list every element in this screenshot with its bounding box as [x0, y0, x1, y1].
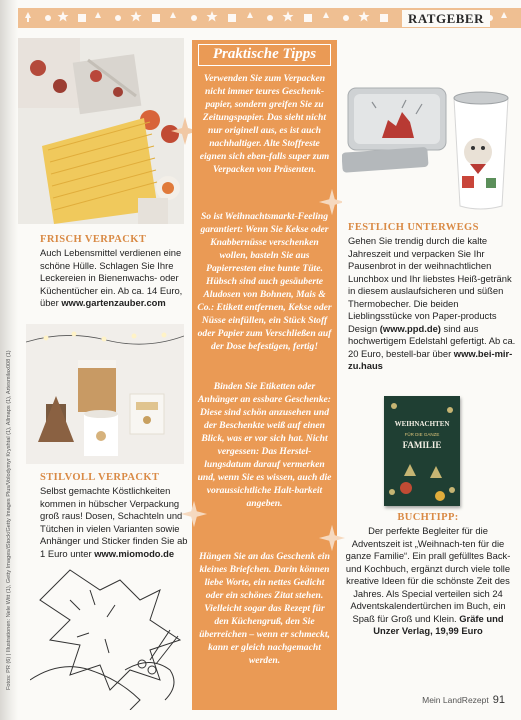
festlich-heading: FESTLICH UNTERWEGS	[348, 222, 479, 233]
section-label: RATGEBER	[402, 10, 490, 27]
star-decoration-icon	[318, 524, 346, 552]
frisch-link[interactable]: www.gartenzauber.com	[61, 297, 166, 308]
buchtipp-publisher: Gräfe und Unzer Verlag, 19,99 Euro	[373, 612, 504, 636]
page-number: 91	[492, 694, 505, 706]
gift-jars-photo	[26, 324, 184, 464]
tip-paragraph-1: Verwenden Sie zum Verpacken nicht immer teures Geschenk-papier, sondern greifen Sie zu Zeitungspapier. Das sieht nicht nur originell aus, es ist auch nachhaltiger. Alte Stoffreste eignen sich eben-falls super zum Verpacken von Präsenten.	[199, 73, 330, 175]
star-decoration-icon	[180, 500, 208, 528]
stilvoll-link[interactable]: www.miomodo.de	[94, 547, 175, 559]
book-cover-subtitle: FÜR DIE GANZE	[404, 432, 440, 437]
tip-paragraph-4: Hängen Sie an das Geschenk ein kleines Briefchen. Darin können liebe Worte, ein nettes Gedicht oder ein schönes Zitat stehen. Vielleicht sogar das Rezept für den Küchengruß, den Sie überreichen – wenn er schmeckt, kann er gleich nachgemacht werden.	[199, 551, 330, 666]
page-footer	[422, 694, 505, 706]
lunchbox-mug-photo	[342, 80, 512, 210]
book-cover-title: WEIHNACHTEN	[394, 420, 450, 428]
tip-paragraph-3: Binden Sie Etiketten oder Anhänger an essbare Geschenke: Diese sind schön anzusehen und der Beschenkte weiß auf einen Blick, was er vor sich hat. Nicht vergessen: Das Herstel-lungsdatum darauf vermerken und, wenn Sie es wissen, auch die voraussichtliche Halt-barkeit angeben.	[197, 381, 332, 509]
tip-paragraph-2: So ist Weihnachtsmarkt-Feeling garantiert: Wenn Sie Kekse oder Knabbernüsse verschenken wollen, basteln Sie aus Papierresten eine bunte Tüte. Hübsch sind auch gesäuberte Aludosen von Bohnen, Mais & Co.: Etikett entfernen, Kekse oder Nüsse einfüllen, ein Stück Stoff oder Papier zum Verschließen auf der Dose befestigen, fertig!	[197, 211, 332, 352]
buchtipp-heading: BUCHTIPP:	[397, 512, 459, 523]
photo-credits: Fotos: PR (6) | Illustrationen: Nele Witt (1), Getty Images/iStock/Getty Images Plus/Volodymyr Kryshtal (1), Allmaps (1), Artesmilax008 (1)	[6, 350, 12, 690]
book-cover-family: FAMILIE	[402, 440, 442, 450]
beeswax-wrap-photo	[18, 38, 184, 224]
book-cover	[384, 396, 460, 506]
festlich-text: Gehen Sie trendig durch die kalte Jahreszeit und verpacken Sie Ihr Pausenbrot in der weihnachtlichen Lunchbox und Ihr liebstes Heiß-getränk in diesem auslaufsicheren und süßen Thermobecher. Die beiden Lieblingsstücke von Paper-products Design (www.ppd.de) sind aus hochwertigem Edelstahl gefertigt. Ab ca. 20 Euro, bestell-bar über www.bei-mir-zu.haus	[348, 235, 516, 371]
tips-title: Praktische Tipps	[198, 44, 331, 66]
buchtipp-text: Der perfekte Begleiter für die Adventszeit ist „Weihnach-ten für die ganze Familie“. Ein prall gefülltes Back- und Kochbuch, ergänzt durch viele tolle kreative Ideen für die schönste Zeit des Jahres. Als Special verteilen sich 24 Adventskalendertürchen im Buch, ein Spaß für Groß und Klein. Gräfe und Unzer Verlag, 19,99 Euro	[345, 525, 511, 636]
festlich-link-ppd[interactable]: (www.ppd.de)	[379, 322, 441, 334]
frisch-heading: FRISCH VERPACKT	[40, 234, 147, 245]
stilvoll-heading: STILVOLL VERPACKT	[40, 472, 160, 483]
hands-cutting-illustration	[30, 560, 190, 710]
festlich-link-shop[interactable]: www.bei-mir-zu.haus	[348, 347, 513, 371]
magazine-name: Mein LandRezept	[422, 695, 489, 705]
stilvoll-text: Selbst gemachte Köstlichkeiten kommen in hübscher Verpackung groß raus! Dosen, Schachteln und Tütchen in vielen Varianten sowie Anhänger und Sticker finden Sie ab 1 Euro unter www.miomodo.de	[40, 485, 188, 559]
frisch-text: Auch Lebensmittel verdienen eine schöne Hülle. Schlagen Sie Ihre Leckereien in Bienenwachs- oder Küchentücher ein. Ab ca. 14 Euro, über www.gartenzauber.com	[40, 247, 183, 308]
